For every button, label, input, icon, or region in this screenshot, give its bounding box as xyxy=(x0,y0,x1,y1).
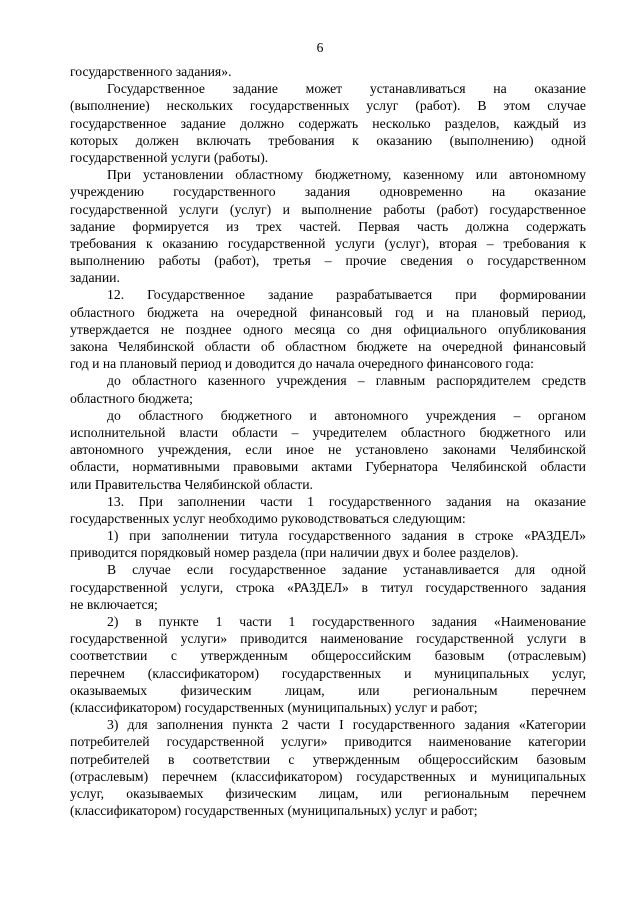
text-line: (выполнение) нескольких государственных услуг (работ). В этом случае xyxy=(70,98,586,114)
body-text xyxy=(70,63,586,819)
text-line: областного бюджета; xyxy=(70,390,193,406)
text-line: При установлении областному бюджетному, казенному или автономному xyxy=(107,167,586,183)
text-line: учреждению государственного задания одновременно на оказание xyxy=(70,184,586,200)
text-line: оказываемых физическим лицам, или региональным перечнем xyxy=(70,682,586,698)
text-line: год и на плановый период и доводится до начала очередного финансового года: xyxy=(70,356,534,372)
text-line: государственной услуги, строка «РАЗДЕЛ» в титул государственного задания xyxy=(70,579,586,595)
text-line: 12. Государственное задание разрабатывается при формировании xyxy=(107,287,586,303)
text-line: услуг, оказываемых физическим лицам, или региональным перечнем xyxy=(70,785,586,801)
text-line: области, нормативными правовыми актами Губернатора Челябинской области xyxy=(70,459,586,475)
text-line: утверждается не позднее одного месяца со дня официального опубликования xyxy=(70,321,586,337)
text-line: требования к оказанию государственной услуги (услуг), вторая – требования к xyxy=(70,235,586,251)
text-line: (классификатором) государственных (муниципальных) услуг и работ; xyxy=(70,803,478,819)
text-line: потребителей государственной услуги» приводится наименование категории xyxy=(70,734,586,750)
text-line: областного бюджета на очередной финансовый год и на плановый период, xyxy=(70,304,586,320)
text-line: 3) для заполнения пункта 2 части I государственного задания «Категории xyxy=(107,717,586,733)
text-line: Государственное задание может устанавливаться на оказание xyxy=(107,81,586,97)
text-line: 13. При заполнении части 1 государственного задания на оказание xyxy=(107,493,586,509)
text-line: задание формируется из трех частей. Первая часть должна содержать xyxy=(70,218,586,234)
text-line: выполнению работы (работ), третья – прочие сведения о государственном xyxy=(70,253,586,269)
text-line: перечнем (классификатором) государственных и муниципальных услуг, xyxy=(70,665,586,681)
text-line: до областного бюджетного и автономного учреждения – органом xyxy=(107,407,586,423)
text-line: автономного учреждения, если иное не установлено законами Челябинской xyxy=(70,442,586,458)
text-line: государственной услуги» приводится наименование государственной услуги в xyxy=(70,631,586,647)
text-line: (отраслевым) перечнем (классификатором) государственных и муниципальных xyxy=(70,768,586,784)
text-line: государственного задания». xyxy=(70,64,232,79)
text-line: государственных услуг необходимо руководствоваться следующим: xyxy=(70,510,466,526)
text-line: до областного казенного учреждения – главным распорядителем средств xyxy=(107,373,586,389)
text-line: или Правительства Челябинской области. xyxy=(70,476,313,492)
text-line: задании. xyxy=(70,270,120,286)
text-line: не включается; xyxy=(70,596,158,612)
text-line: соответствии с утвержденным общероссийским базовым (отраслевым) xyxy=(70,648,586,664)
text-line: государственное задание должно содержать несколько разделов, каждый из xyxy=(70,115,586,131)
text-line: 2) в пункте 1 части 1 государственного задания «Наименование xyxy=(107,614,586,629)
page-number: 6 xyxy=(316,40,324,55)
text-line: которых должен включать требования к оказанию (выполнению) одной xyxy=(70,132,586,148)
text-line: В случае если государственное задание устанавливается для одной xyxy=(107,562,586,578)
text-line: закона Челябинской области об областном бюджете на очередной финансовый xyxy=(70,339,586,354)
text-line: (классификатором) государственных (муниципальных) услуг и работ; xyxy=(70,699,478,715)
text-line: приводится порядковый номер раздела (при наличии двух и более разделов). xyxy=(70,545,519,561)
text-line: исполнительной власти области – учредителем областного бюджетного или xyxy=(70,424,586,440)
text-line: государственной услуги (работы). xyxy=(70,149,269,165)
text-line: государственной услуги (услуг) и выполнение работы (работ) государственное xyxy=(70,201,586,217)
text-line: потребителей в соответствии с утвержденным общероссийским базовым xyxy=(70,751,586,767)
text-line: 1) при заполнении титула государственного задания в строке «РАЗДЕЛ» xyxy=(107,528,586,544)
